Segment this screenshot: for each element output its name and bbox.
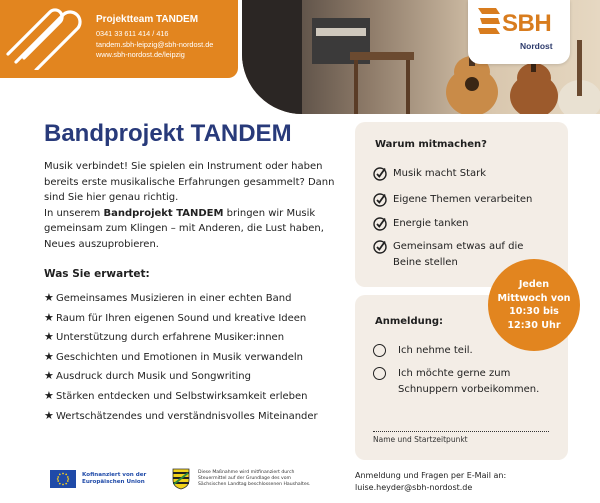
- logo-subtitle: Nordost: [520, 41, 553, 51]
- badge-line: Mittwoch von: [497, 292, 571, 304]
- sbh-logo: [468, 0, 570, 64]
- phone-number: 0341 33 611 414 / 416: [96, 29, 169, 38]
- list-item-text: Raum für Ihren eigenen Sound und kreative Ideen: [56, 312, 307, 324]
- intro-p2-start: In unserem: [44, 207, 104, 219]
- name-signature-line[interactable]: [373, 431, 549, 432]
- why-item-text: Musik macht Stark: [393, 168, 487, 179]
- star-icon: ★: [44, 349, 54, 363]
- badge-line: Jeden: [518, 279, 550, 290]
- paperclip-icon: [4, 0, 82, 70]
- star-icon: ★: [44, 291, 54, 304]
- team-name: Projektteam TANDEM: [96, 14, 199, 25]
- why-item-text: Energie tanken: [393, 218, 469, 229]
- intro-p2-end: bringen wir Musik gemeinsam zum Klingen – mit Anderen, die Lust haben, Neues auszuprobieren.: [44, 207, 324, 250]
- intro-paragraph-1: Musik verbindet! Sie spielen ein Instrument oder haben bereits erste musikalische Erfahrungen gesammelt? Dann sind Sie hier genau richtig.: [44, 161, 335, 204]
- why-item: [373, 192, 563, 208]
- list-item-text: Wertschätzendes und verständnisvolles Miteinander: [56, 410, 318, 422]
- badge-line: 12:30 Uhr: [507, 319, 561, 331]
- list-item: [44, 387, 318, 407]
- star-icon: ★: [44, 330, 54, 344]
- registration-heading: Anmeldung:: [375, 316, 444, 327]
- registration-option-trial[interactable]: [373, 366, 543, 398]
- eu-flag-icon: [50, 470, 76, 488]
- sax-text-line: Diese Maßnahme wird mitfinanziert durch: [198, 469, 295, 475]
- list-item-text: Ausdruck durch Musik und Songwriting: [56, 371, 251, 383]
- badge-line: 10:30 bis: [509, 306, 559, 317]
- eu-text-line: Kofinanziert von der: [82, 472, 147, 478]
- sbh-logo-mark: [476, 6, 502, 36]
- sax-text-line: Steuermittel auf der Grundlage des vom: [198, 475, 291, 481]
- list-item-text: Unterstützung durch erfahrene Musiker:innen: [56, 332, 285, 344]
- header-banner: [0, 0, 238, 78]
- list-item-text: Stärken entdecken und Selbstwirksamkeit erleben: [56, 390, 308, 402]
- check-circle-icon: [373, 167, 387, 181]
- list-item-text: Geschichten und Emotionen in Musik verwandeln: [56, 351, 304, 363]
- list-item-text: Gemeinsames Musizieren in einer echten Band: [56, 293, 292, 304]
- name-line-caption: Name und Startzeitpunkt: [373, 435, 468, 444]
- why-item-text: Gemeinsam etwas auf die Beine stellen: [393, 241, 524, 268]
- schedule-badge: [488, 259, 580, 351]
- eu-funding-logo: [50, 470, 146, 488]
- star-icon: ★: [44, 369, 54, 383]
- expect-heading: Was Sie erwartet:: [44, 268, 150, 280]
- why-item: [373, 216, 563, 232]
- footer-contact-label: Anmeldung und Fragen per E-Mail an:: [355, 471, 507, 480]
- star-icon: ★: [44, 310, 54, 324]
- website-link[interactable]: www.sbh-nordost.de/leipzig: [96, 50, 185, 59]
- list-item: [44, 348, 318, 368]
- why-heading: Warum mitmachen?: [375, 139, 487, 150]
- logo-name: SBH: [502, 10, 552, 37]
- radio-circle-icon[interactable]: [373, 344, 386, 357]
- radio-circle-icon[interactable]: [373, 367, 386, 380]
- intro-text: [44, 159, 344, 253]
- list-item: [44, 309, 318, 329]
- check-circle-icon: [373, 193, 387, 207]
- list-item: [44, 407, 318, 427]
- list-item: [44, 367, 318, 387]
- check-circle-icon: [373, 217, 387, 231]
- intro-p2-bold: Bandprojekt TANDEM: [103, 207, 224, 219]
- why-item-text: Eigene Themen verarbeiten: [393, 194, 533, 205]
- star-icon: ★: [44, 388, 54, 402]
- saxony-funding-text: [198, 470, 338, 489]
- list-item: [44, 328, 318, 348]
- page-title: Bandprojekt TANDEM: [44, 120, 292, 147]
- contact-block: [96, 14, 213, 61]
- contact-email[interactable]: tandem.sbh-leipzig@sbh-nordost.de: [96, 39, 214, 49]
- eu-text-line: Europäischen Union: [82, 479, 145, 485]
- option-label: Ich nehme teil.: [398, 345, 473, 356]
- footer-contact: [355, 470, 506, 494]
- check-circle-icon: [373, 240, 387, 254]
- eu-funding-text: [82, 472, 146, 486]
- footer-contact-email[interactable]: luise.heyder@sbh-nordost.de: [355, 483, 473, 492]
- list-item: [44, 289, 318, 309]
- sax-text-line: Sächsischen Landtag beschlossenen Haushaltes.: [198, 482, 311, 488]
- saxony-crest-icon: [172, 468, 190, 490]
- star-icon: ★: [44, 408, 54, 422]
- expect-list: [44, 289, 318, 426]
- why-item: [373, 166, 563, 182]
- saxony-funding-logo: [172, 468, 338, 490]
- option-label: Ich möchte gerne zum Schnuppern vorbeikommen.: [398, 368, 540, 395]
